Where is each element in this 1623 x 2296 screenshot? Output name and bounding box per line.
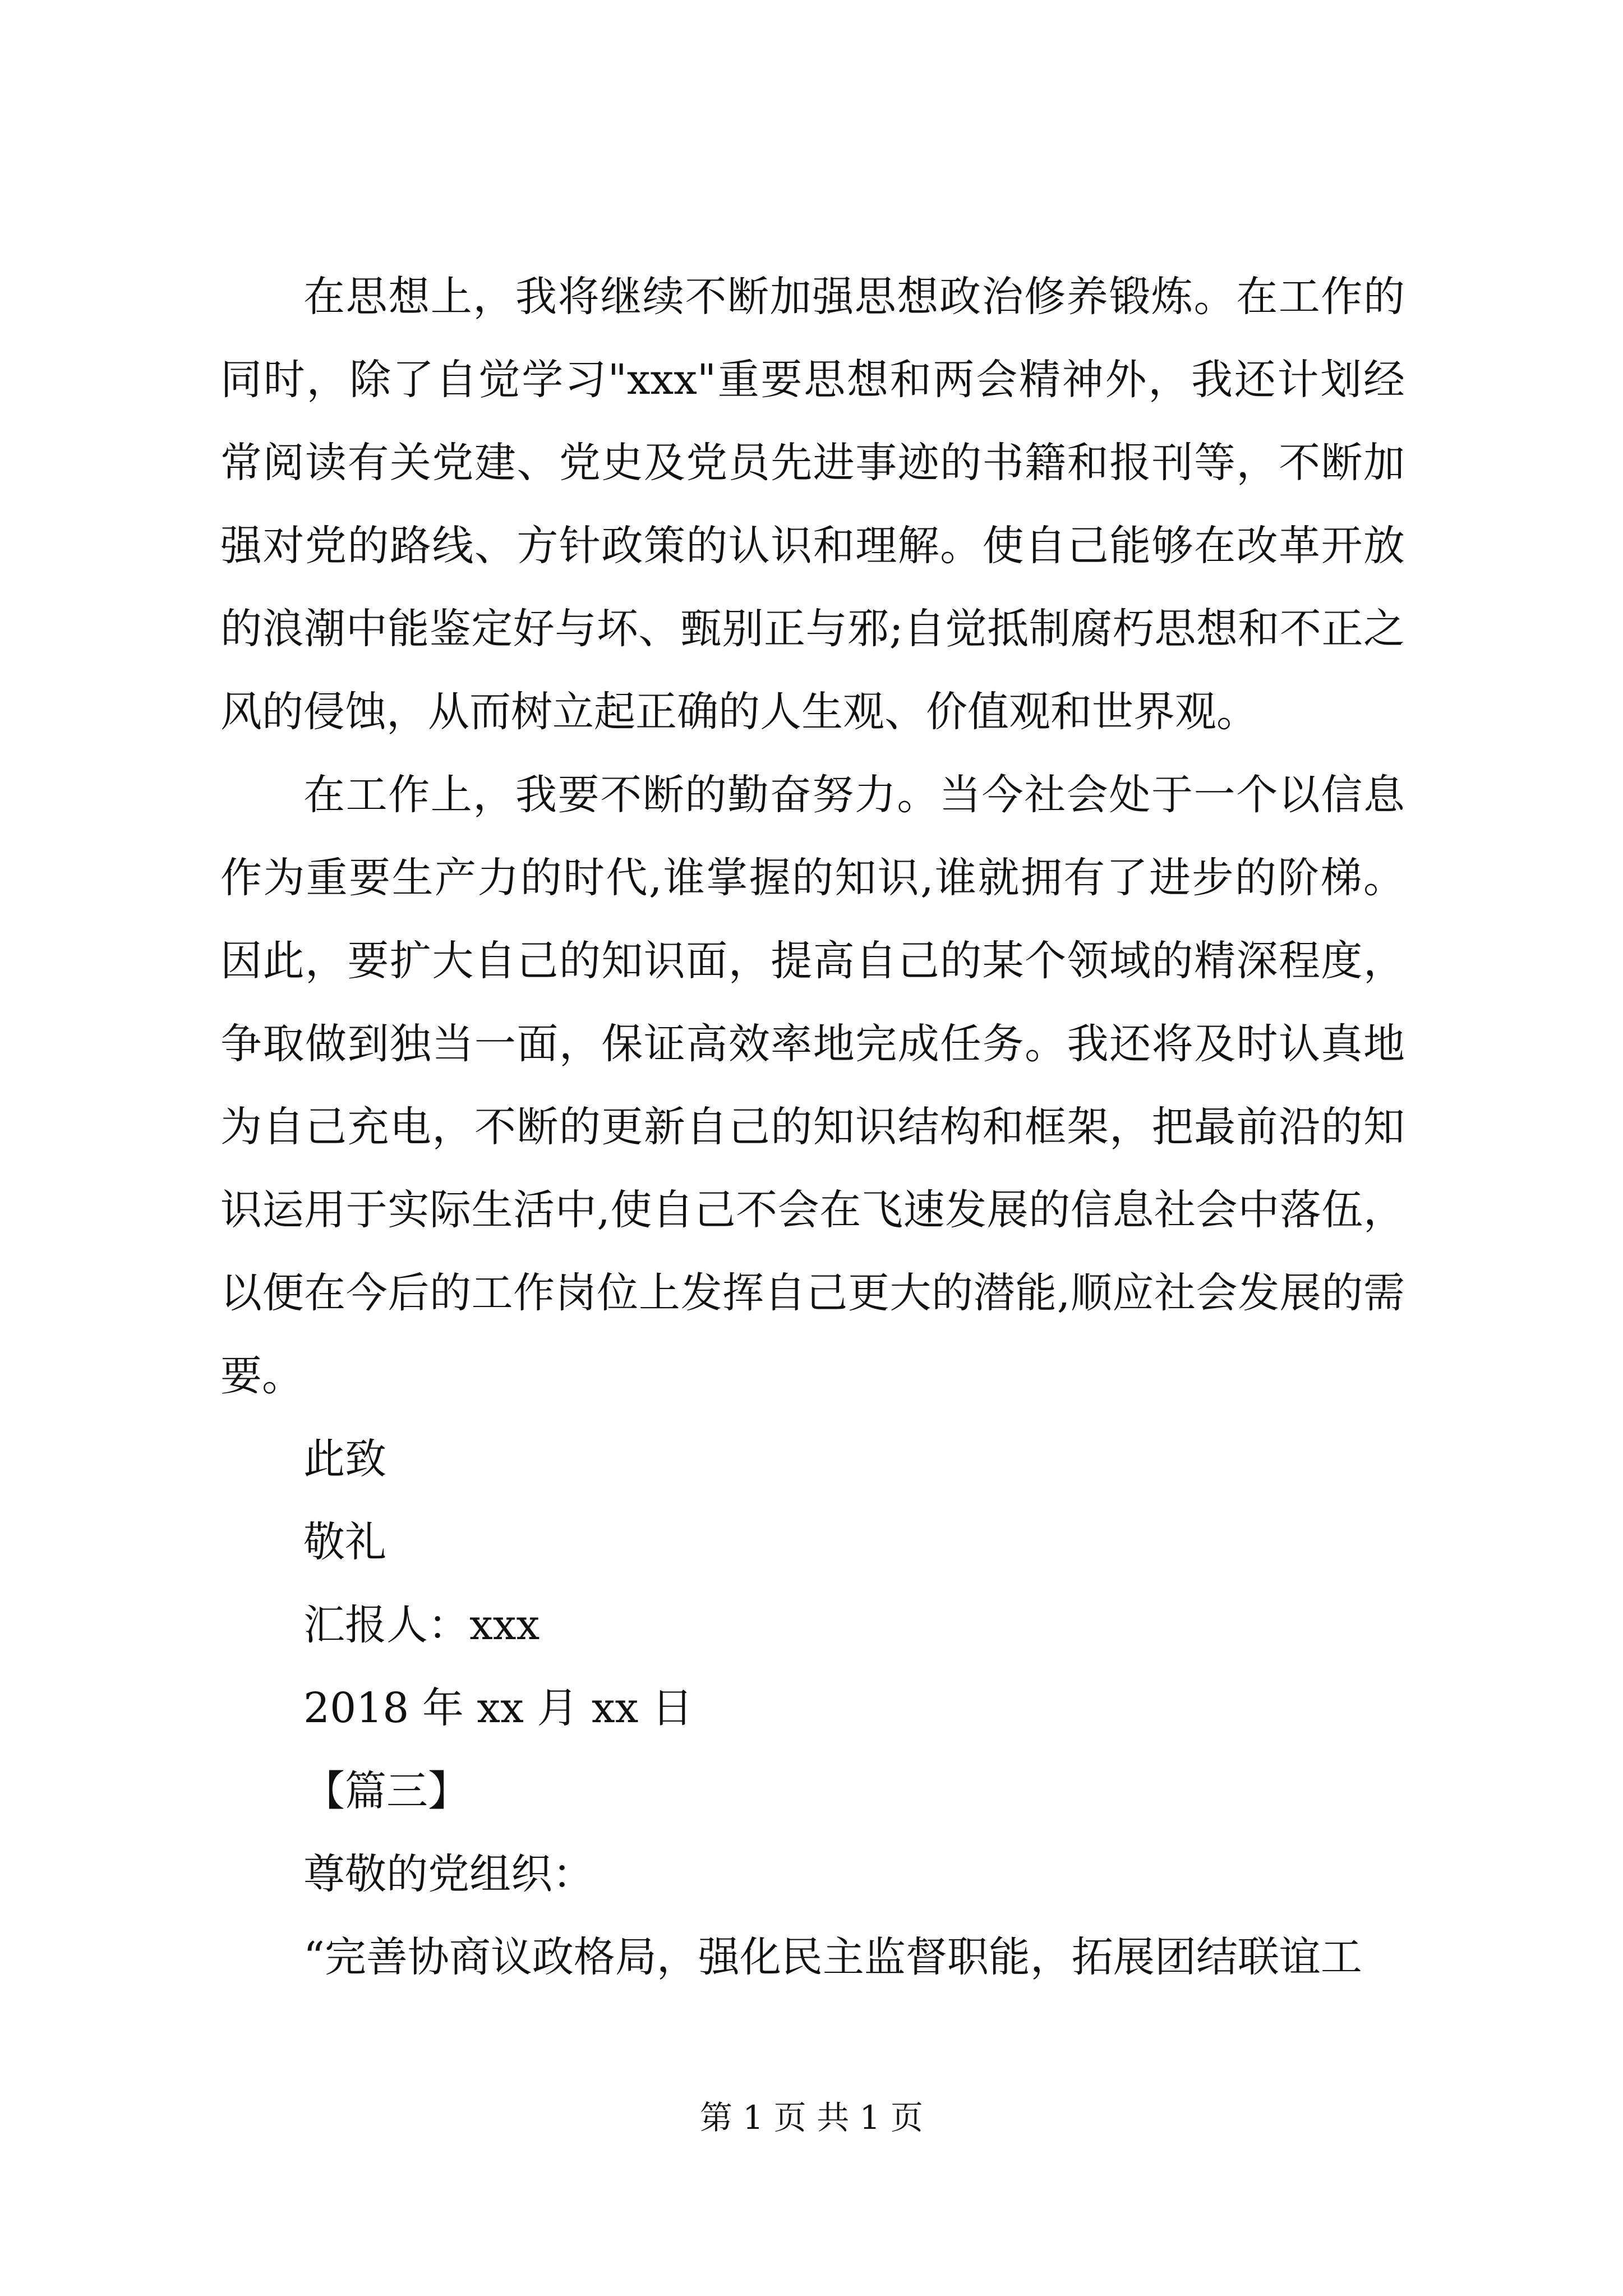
reporter-line: 汇报人：xxx xyxy=(303,1601,540,1649)
page-number: 第 1 页 共 1 页 xyxy=(700,2099,923,2137)
greeting-line: 尊敬的党组织： xyxy=(303,1850,594,1898)
paragraph-thought: 在思想上，我将继续不断加强思想政治修养锻炼。在工作的同时，除了自觉学习"xxx"重要思想和两会精神外，我还计划经常阅读有关党建、党史及党员先进事迹的书籍和报刊等，不断加强对党的路线、方针政策的认识和理解。使自己能够在改革开放的浪潮中能鉴定好与坏、甄别正与邪;自觉抵制腐朽思想和不正之风的侵蚀，从而树立起正确的人生观、价值观和世界观。 xyxy=(220,273,1405,736)
date-line: 2018 年 xx 月 xx 日 xyxy=(303,1684,693,1732)
salute-line: 敬礼 xyxy=(303,1518,386,1566)
closing-line: 此致 xyxy=(303,1435,386,1483)
page-footer xyxy=(0,2095,1623,2140)
paragraph-work: 在工作上，我要不断的勤奋努力。当今社会处于一个以信息作为重要生产力的时代,谁掌握的知识,谁就拥有了进步的阶梯。因此，要扩大自己的知识面，提高自己的某个领域的精深程度，争取做到独当一面，保证高效率地完成任务。我还将及时认真地为自己充电，不断的更新自己的知识结构和框架，把最前沿的知识运用于实际生活中,使自己不会在飞速发展的信息社会中落伍，以便在今后的工作岗位上发挥自己更大的潜能,顺应社会发展的需要。 xyxy=(220,771,1405,1400)
section-heading: 【篇三】 xyxy=(303,1767,469,1815)
document-body xyxy=(220,255,1405,1999)
quote-start-line: “完善协商议政格局，强化民主监督职能，拓展团结联谊工 xyxy=(303,1933,1362,1981)
